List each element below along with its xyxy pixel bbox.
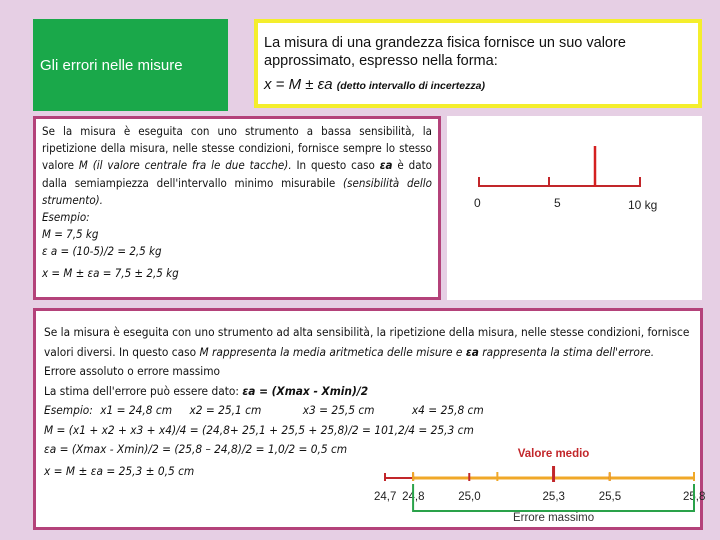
high-x2: x2 = 25,1 cm [189,403,262,417]
low-para-main: Se la misura è eseguita con uno strumento a bassa sensibilità, la ripetizione della misura, nelle stesse condizioni, fornisce sempre lo stesso valore [42,124,432,173]
high-estimate-formula: εa = (Xmax - Xmin)/2 [242,383,369,398]
high-intro-italic2: rappresenta la stima dell'errore. [482,344,655,359]
definition-text: La misura di una grandezza fisica fornisce un suo valore approssimato, espresso nella forma: [264,35,626,69]
low-example-ea: ε a = (10-5)/2 = 2,5 kg [42,244,162,259]
high-x3: x3 = 25,5 cm [302,403,375,417]
high-intro [44,323,692,362]
low-scale-svg [447,116,702,300]
formula-text: x = M ± εa [264,76,333,93]
low-example-result: x = M ± εa = 7,5 ± 2,5 kg [42,265,179,280]
low-sensitivity-box [33,116,441,300]
high-intro-m: M [199,344,209,359]
definition-box [254,19,702,108]
high-example-values [44,401,692,421]
high-heading: Errore assoluto o errore massimo [44,364,221,378]
low-para-italic: (sensibilità dello strumento). [42,175,432,207]
high-scale-error-label: Errore massimo [512,512,595,524]
low-scale-label-0: 0 [474,196,481,210]
definition-formula [264,76,698,93]
high-x1: x1 = 24,8 cm [100,403,173,417]
high-intro-ea: εa [465,344,479,359]
high-intro-italic: rappresenta la media aritmetica delle misure e [212,344,463,359]
high-estimate-label: La stima dell'errore può essere dato: [44,383,239,398]
high-estimate [44,382,692,402]
slide-title-text: Gli errori nelle misure [40,56,183,74]
high-scale-tick-label: 24,7 [374,491,397,503]
high-x4: x4 = 25,8 cm [411,403,484,417]
low-sensitivity-paragraph [42,123,432,209]
high-scale-mean-label: Valore medio [517,448,590,460]
slide-title [33,19,228,111]
low-scale-label-5: 5 [554,196,561,210]
low-para-m: M [78,158,88,173]
high-scale-tick-label: 25,3 [542,491,565,503]
high-mean-line: M = (x1 + x2 + x3 + x4)/4 = (24,8+ 25,1 + 25,5 + 25,8)/2 = 101,2/4 = 25,3 cm [44,422,474,437]
low-para-ea: εa [379,158,393,173]
high-scale-tick-label: 25,5 [598,491,622,503]
low-para-ea-text: è dato dalla semiampiezza dell'intervallo minimo misurabile [42,158,432,190]
high-result-line: x = M ± εa = 25,3 ± 0,5 cm [44,463,195,478]
high-scale-tick-label: 24,8 [402,491,425,503]
high-ea-line: εa = (Xmax - Xmin)/2 = (25,8 – 24,8)/2 = 1,0/2 = 0,5 cm [44,442,348,456]
low-example-m: M = 7,5 kg [42,227,99,242]
low-sensitivity-scale [447,116,702,300]
high-sensitivity-box [33,308,706,530]
low-scale-label-10: 10 kg [628,198,658,212]
low-para-paren: (il valore centrale fra le due tacche). [92,158,292,173]
low-para-tail: In questo caso [296,158,375,173]
low-example-label: Esempio: [42,210,90,225]
high-scale-tick-label: 25,0 [458,491,481,503]
high-scale-tick-label: 25,8 [683,491,706,503]
high-example-label: Esempio: [44,403,93,417]
formula-note: (detto intervallo di incertezza) [336,80,485,92]
high-intro-main: Se la misura è eseguita con uno strumento ad alta sensibilità, la ripetizione della misura, nelle stesse condizioni, fornisce valori diversi. In questo caso [44,325,690,359]
